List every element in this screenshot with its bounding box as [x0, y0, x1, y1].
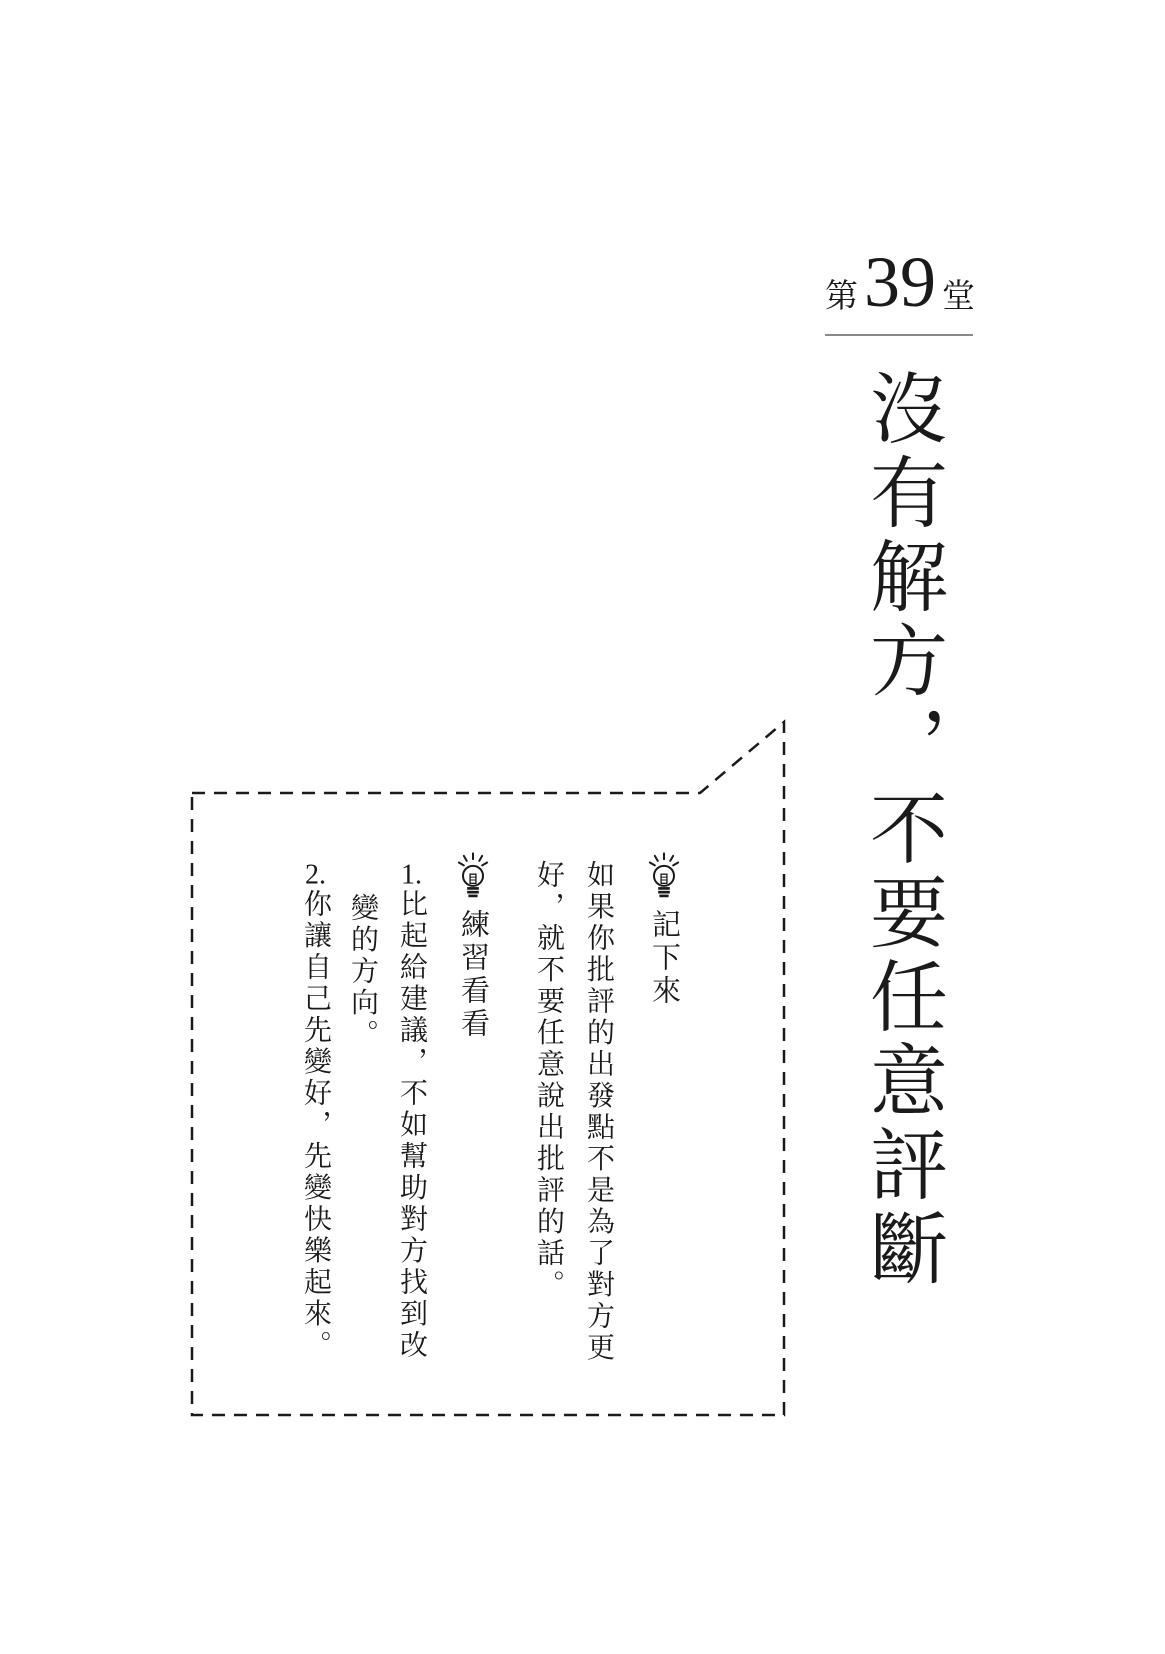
lightbulb-icon	[647, 850, 681, 900]
note-text-line: 如果你批評的出發點不是為了對方更	[583, 860, 614, 1364]
note-list-item	[394, 861, 428, 1362]
list-item-number: 2.	[305, 861, 326, 889]
note-text-line: 比起給建議，不如幫助對方找到改	[396, 889, 427, 1362]
lesson-prefix: 第	[825, 279, 858, 315]
lesson-suffix: 堂	[942, 279, 975, 315]
header-underline	[825, 334, 973, 336]
note-list-item	[298, 861, 332, 1362]
note-box-border	[185, 715, 797, 1427]
lightbulb-icon	[456, 850, 490, 900]
chapter-title: 沒有解方，不要任意評斷	[859, 368, 946, 1292]
note-section-heading: 記下來	[648, 909, 680, 1008]
note-text-line: 你讓自己先變好，先變快樂起來。	[300, 889, 331, 1362]
lesson-header	[790, 242, 1010, 322]
list-item-number: 1.	[401, 861, 422, 889]
lesson-number: 39	[864, 242, 936, 322]
note-text-line: 好，就不要任意說出批評的話。	[533, 860, 564, 1301]
note-text-line: 變的方向。	[347, 893, 378, 1051]
note-section-remember-heading	[642, 850, 686, 1008]
note-section-practice-heading	[451, 850, 495, 1041]
note-section-heading: 練習看看	[457, 909, 489, 1041]
